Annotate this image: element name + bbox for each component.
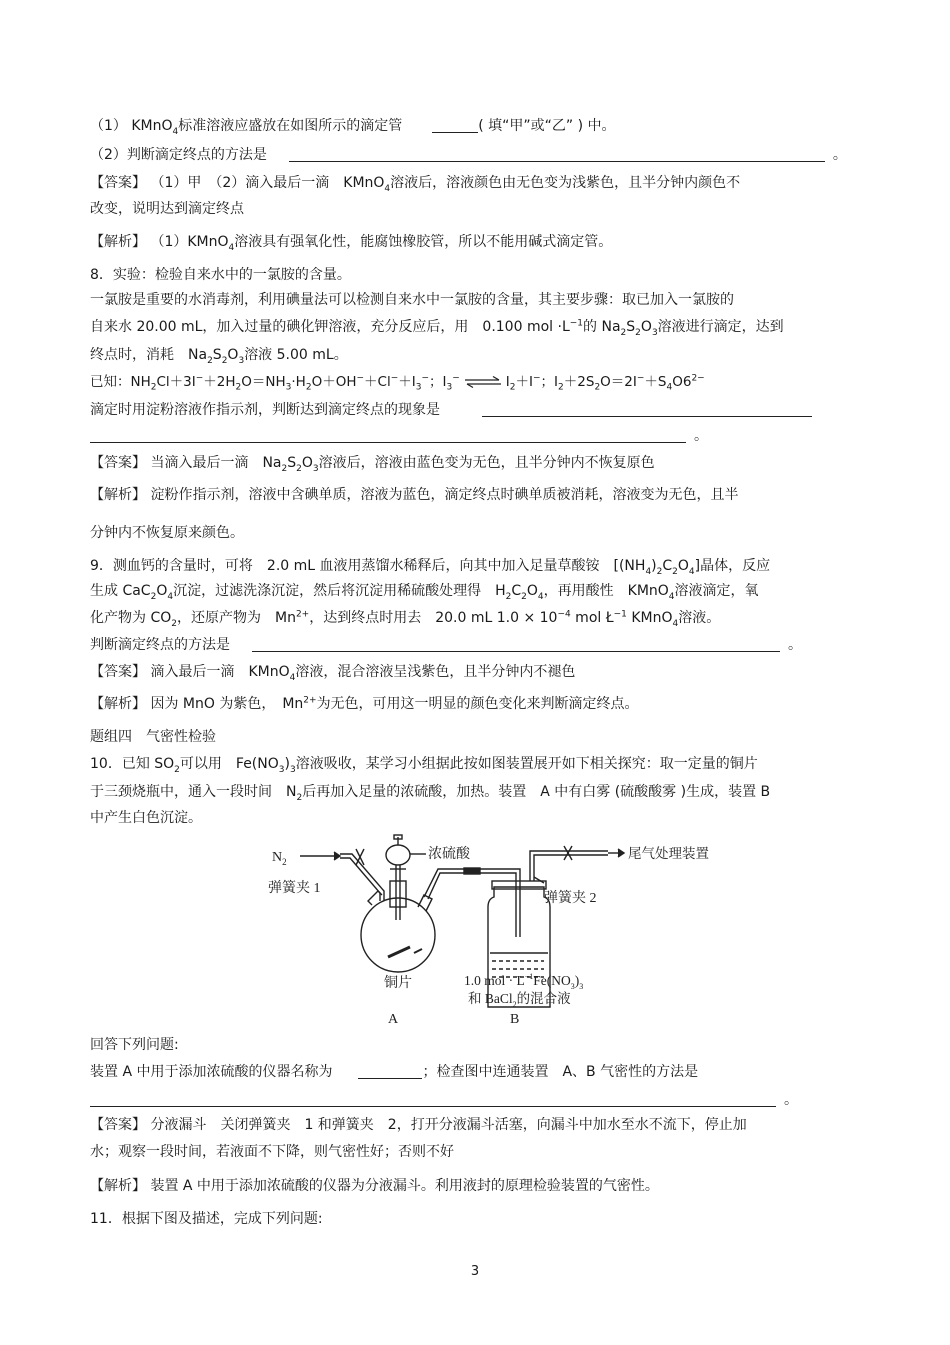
group-heading: 题组四 气密性检验 — [90, 729, 216, 745]
q10-question: 装置 A 中用于添加浓硫酸的仪器名称为 ；检查图中连通装置 A、B 气密性的方法是 — [90, 1064, 699, 1080]
three-neck-flask — [361, 898, 435, 972]
copper-label: 铜片 — [384, 976, 412, 991]
q10-explanation: 【解析】 装置 A 中用于添加浓硫酸的仪器为分液漏斗。利用液封的原理检验装置的气密性。 — [90, 1178, 659, 1194]
answer-blank[interactable] — [358, 1064, 422, 1079]
solution-label-1: 1.0 mol · $L^{-1}Fe(NO_3)_3$ — [464, 972, 584, 991]
q7-explanation: 【解析】 （1）KMnO$_4$溶液具有强氧化性，能腐蚀橡胶管，所以不能用碱式滴定管。 — [90, 234, 613, 253]
tail-gas-label: 尾气处理装置 — [628, 846, 709, 861]
q8-para1: 一氯胺是重要的水消毒剂，利用碘量法可以检测自来水中一氯胺的含量，其主要步骤：取已加入一氯胺的 — [90, 292, 734, 308]
q8-explanation-cont: 分钟内不恢复原来颜色。 — [90, 525, 244, 541]
q9-line3: 化产物为 $CO_2$，还原产物为 $Mn^{2+}$，达到终点时用去 20.0 mL $1.0 \times 10^{-4}$ mol $Ł^{-1}$ KMnO$_4$溶液。 — [90, 609, 721, 629]
solution-label-2: 和 BaCl$_2$的混合液 — [468, 991, 571, 1009]
q8-title: 8．实验：检验自来水中的一氯胺的含量。 — [90, 267, 351, 283]
q7-part2: （2）判断滴定终点的方法是 。 — [90, 147, 847, 163]
q9-line1: 9．测血钙的含量时，可将 2.0 mL 血液用蒸馏水稀释后，向其中加入足量草酸铵 $[(NH_4)_2C_2O_4]$晶体，反应 — [90, 558, 771, 577]
q9-explanation: 【解析】 因为 MnO 为紫色， $Mn^{2+}$为无色，可用这一明显的颜色变化来判断滴定终点。 — [90, 695, 639, 712]
clip2-label: 弹簧夹 2 — [544, 891, 597, 906]
equilibrium-arrow-icon — [464, 376, 502, 388]
q7-answer-cont: 改变，说明达到滴定终点 — [90, 201, 244, 217]
copper-pieces — [388, 947, 410, 957]
spring-clip-2 — [564, 846, 572, 860]
gas-washing-bottle — [488, 881, 550, 1007]
answer-blank[interactable] — [90, 428, 686, 443]
q10-line1: 10．已知 $SO_2$可以用 $Fe(NO_3)_3$溶液吸收，某学习小组据此按如图装置展开如下相关探究：取一定量的铜片 — [90, 756, 758, 775]
connecting-tube — [424, 869, 520, 937]
apparatus-figure — [268, 835, 709, 1030]
answer-blank[interactable] — [289, 147, 825, 162]
q10-answer-cont: 水；观察一段时间，若液面不下降，则气密性好；否则不好 — [90, 1144, 454, 1160]
answer-blank[interactable] — [482, 402, 812, 417]
page-number: 3 — [470, 1264, 480, 1279]
answer-blank[interactable] — [432, 118, 478, 133]
q8-question-cont: 。 — [90, 426, 708, 446]
q10-line3: 中产生白色沉淀。 — [90, 810, 202, 826]
answer-blank[interactable] — [252, 637, 780, 652]
q11-title: 11．根据下图及描述，完成下列问题: — [90, 1211, 323, 1227]
label-b: B — [510, 1012, 520, 1027]
q8-explanation: 【解析】 淀粉作指示剂，溶液中含碘单质，溶液为蓝色，滴定终点时碘单质被消耗，溶液变为无色，且半 — [90, 487, 739, 503]
q8-para3: 终点时，消耗 $Na_2S_2O_3$溶液 5.00 mL。 — [90, 347, 348, 366]
clip1-label: 弹簧夹 1 — [268, 881, 321, 896]
n2-label: $N_2$ — [272, 850, 287, 867]
q8-question: 滴定时用淀粉溶液作指示剂，判断达到滴定终点的现象是 — [90, 400, 812, 420]
answer-prompt: 回答下列问题: — [90, 1037, 179, 1053]
q9-line2: 生成 $CaC_2O_4$沉淀，过滤洗涤沉淀，然后将沉淀用稀硫酸处理得 $H_2C_2O_4$，再用酸性 KMnO$_4$溶液滴定，氧 — [90, 583, 759, 602]
q8-para2: 自来水 20.00 mL，加入过量的碘化钾溶液，充分反应后，用 0.100 mol $\cdot L^{-1}$的 $Na_2S_2O_3$溶液进行滴定，达到 — [90, 318, 784, 338]
acid-label: 浓硫酸 — [428, 847, 470, 862]
q10-answer: 【答案】 分液漏斗 关闭弹簧夹 1 和弹簧夹 2，打开分液漏斗活塞，向漏斗中加水至水不流下，停止加 — [90, 1117, 747, 1133]
q7-answer: 【答案】 （1）甲 （2）滴入最后一滴 KMnO$_4$溶液后，溶液颜色由无色变为浅紫色，且半分钟内颜色不 — [90, 175, 741, 194]
q8-answer: 【答案】 当滴入最后一滴 $Na_2S_2O_3$溶液后，溶液由蓝色变为无色，且半分钟内不恢复原色 — [90, 455, 655, 474]
q8-known-equations: 已知：$NH_2Cl+3I^-+2H_2O=NH_3\cdot H_2O+OH^-+Cl^-+I_3^-$；$I_3^-$ $I_2+I^-$；$I_2+2S_2O=2I^-+S_4O6^{2-}$ — [90, 373, 705, 393]
q9-question: 判断滴定终点的方法是 。 — [90, 637, 802, 653]
q10-question-cont: 。 — [90, 1090, 798, 1110]
q7-part1: （1） KMnO$_4$标准溶液应盛放在如图所示的滴定管 ( 填“甲”或“乙” ) 中。 — [90, 118, 616, 137]
q10-line2: 于三颈烧瓶中，通入一段时间 $N_2$后再加入足量的浓硫酸，加热。装置 A 中有白雾 (硫酸酸雾 )生成，装置 B — [90, 784, 771, 803]
answer-blank[interactable] — [90, 1092, 776, 1107]
label-a: A — [388, 1012, 399, 1027]
q9-answer: 【答案】 滴入最后一滴 KMnO$_4$溶液，混合溶液呈浅紫色，且半分钟内不褪色 — [90, 664, 576, 683]
